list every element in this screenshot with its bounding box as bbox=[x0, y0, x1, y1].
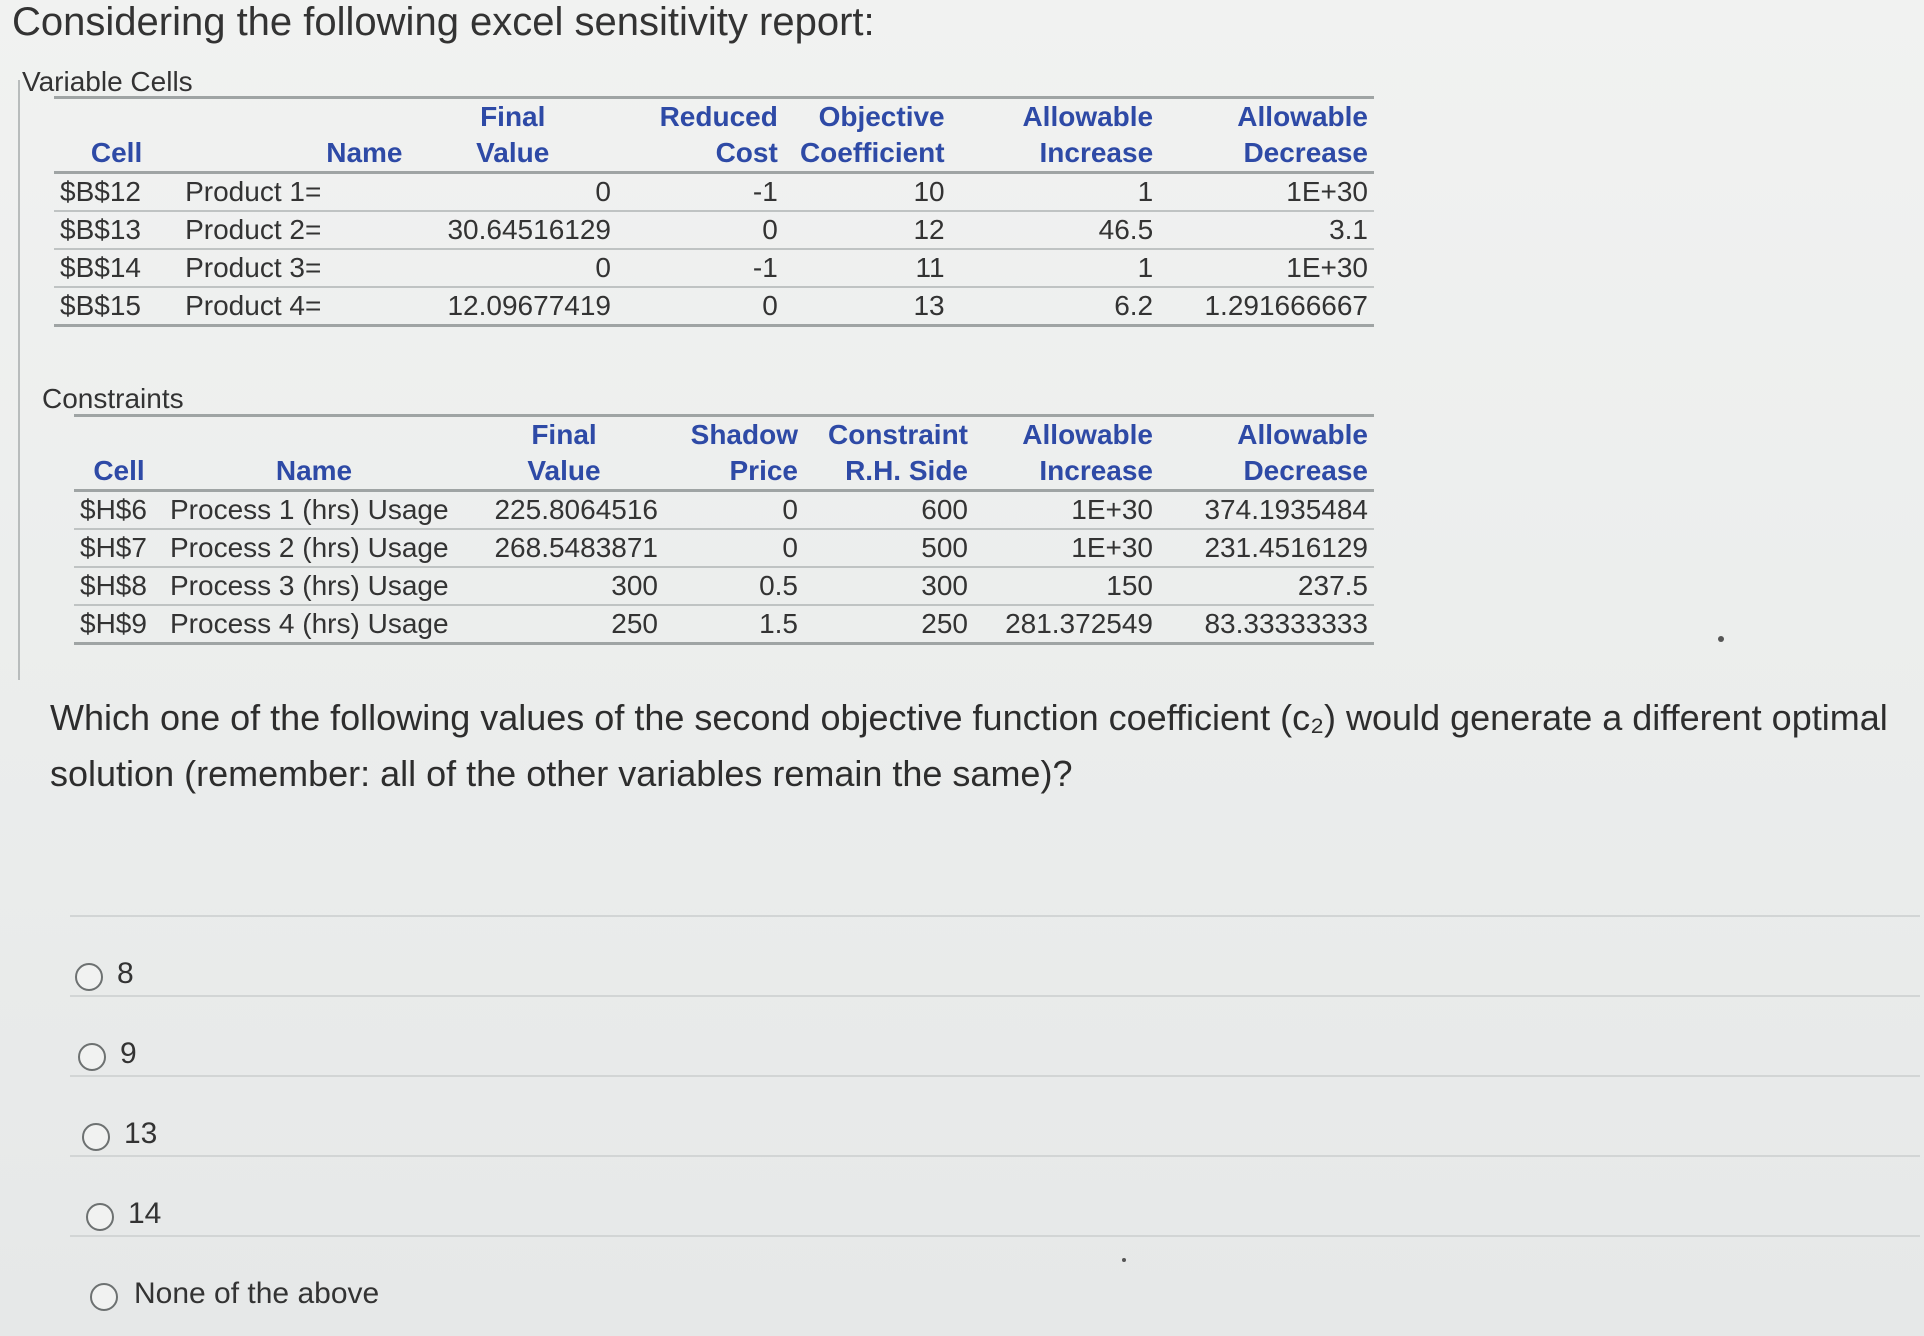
option-label[interactable]: 9 bbox=[120, 1037, 137, 1070]
table-row bbox=[54, 249, 1374, 287]
header-constraint-rhs-1: Constraint bbox=[804, 416, 974, 454]
header-objective-coefficient-1: Objective bbox=[784, 98, 951, 136]
option-9[interactable] bbox=[60, 995, 1920, 1075]
table-row bbox=[74, 529, 1374, 567]
final-value: 12.09677419 bbox=[408, 287, 617, 326]
header-shadow-price-1: Shadow bbox=[664, 416, 804, 454]
final-value: 300 bbox=[464, 567, 664, 605]
header-name: Name bbox=[164, 453, 464, 491]
header-allowable-decrease-1: Allowable bbox=[1159, 416, 1374, 454]
shadow-price: 1.5 bbox=[664, 605, 804, 644]
final-value: 0 bbox=[408, 249, 617, 287]
header-reduced-cost-2: Cost bbox=[617, 135, 784, 173]
allowable-increase: 46.5 bbox=[951, 211, 1160, 249]
table-row bbox=[54, 287, 1374, 326]
allowable-decrease: 231.4516129 bbox=[1159, 529, 1374, 567]
option-label[interactable]: 8 bbox=[117, 957, 134, 990]
final-value: 250 bbox=[464, 605, 664, 644]
option-14[interactable] bbox=[60, 1155, 1920, 1235]
variable-cells-header-row-1 bbox=[54, 98, 1374, 136]
constraints-header-row-2 bbox=[74, 453, 1374, 491]
shadow-price: 0 bbox=[664, 529, 804, 567]
header-cell: Cell bbox=[74, 453, 164, 491]
header-cell: Cell bbox=[54, 135, 179, 173]
cell-name: Product 4= bbox=[179, 287, 408, 326]
reduced-cost: 0 bbox=[617, 287, 784, 326]
radio-button[interactable] bbox=[82, 1123, 110, 1151]
cell-ref: $B$15 bbox=[54, 287, 179, 326]
option-divider bbox=[70, 1155, 1920, 1157]
sensitivity-report-panel bbox=[18, 66, 1368, 680]
cell-ref: $H$9 bbox=[74, 605, 164, 644]
final-value: 268.5483871 bbox=[464, 529, 664, 567]
table-row bbox=[74, 605, 1374, 644]
header-allowable-increase-1: Allowable bbox=[951, 98, 1160, 136]
cell-name: Process 4 (hrs) Usage bbox=[164, 605, 464, 644]
constraints-table bbox=[74, 414, 1374, 645]
allowable-increase: 281.372549 bbox=[974, 605, 1159, 644]
radio-button[interactable] bbox=[90, 1283, 118, 1311]
cell-ref: $H$7 bbox=[74, 529, 164, 567]
header-allowable-decrease-2: Decrease bbox=[1159, 453, 1374, 491]
page-heading: Considering the following excel sensitivity report: bbox=[12, 0, 875, 44]
header-allowable-decrease-2: Decrease bbox=[1159, 135, 1374, 173]
option-label[interactable]: 14 bbox=[128, 1197, 162, 1230]
allowable-increase: 6.2 bbox=[951, 287, 1160, 326]
header-allowable-increase-2: Increase bbox=[951, 135, 1160, 173]
shadow-price: 0.5 bbox=[664, 567, 804, 605]
option-8[interactable] bbox=[60, 915, 1920, 995]
option-divider bbox=[70, 915, 1920, 917]
header-allowable-increase-1: Allowable bbox=[974, 416, 1159, 454]
allowable-decrease: 237.5 bbox=[1159, 567, 1374, 605]
radio-button[interactable] bbox=[86, 1203, 114, 1231]
objective-coefficient: 12 bbox=[784, 211, 951, 249]
allowable-decrease: 3.1 bbox=[1159, 211, 1374, 249]
objective-coefficient: 13 bbox=[784, 287, 951, 326]
option-none-of-the-above[interactable] bbox=[60, 1235, 1920, 1315]
objective-coefficient: 11 bbox=[784, 249, 951, 287]
header-final-value-2: Value bbox=[408, 135, 617, 173]
shadow-price: 0 bbox=[664, 491, 804, 530]
table-row bbox=[54, 211, 1374, 249]
allowable-increase: 150 bbox=[974, 567, 1159, 605]
table-row bbox=[74, 491, 1374, 530]
cell-name: Process 3 (hrs) Usage bbox=[164, 567, 464, 605]
header-final-value-1: Final bbox=[408, 98, 617, 136]
variable-cells-title: Variable Cells bbox=[22, 66, 193, 97]
allowable-increase: 1E+30 bbox=[974, 529, 1159, 567]
allowable-decrease: 83.33333333 bbox=[1159, 605, 1374, 644]
constraints-title: Constraints bbox=[42, 383, 184, 414]
reduced-cost: -1 bbox=[617, 173, 784, 212]
allowable-increase: 1E+30 bbox=[974, 491, 1159, 530]
header-constraint-rhs-2: R.H. Side bbox=[804, 453, 974, 491]
header-allowable-increase-2: Increase bbox=[974, 453, 1159, 491]
cell-name: Product 1= bbox=[179, 173, 408, 212]
header-final-value-1: Final bbox=[464, 416, 664, 454]
constraint-rhs: 300 bbox=[804, 567, 974, 605]
constraints-header-row-1 bbox=[74, 416, 1374, 454]
table-row bbox=[54, 173, 1374, 212]
cell-ref: $B$14 bbox=[54, 249, 179, 287]
constraint-rhs: 500 bbox=[804, 529, 974, 567]
reduced-cost: -1 bbox=[617, 249, 784, 287]
header-allowable-decrease-1: Allowable bbox=[1159, 98, 1374, 136]
final-value: 0 bbox=[408, 173, 617, 212]
header-reduced-cost-1: Reduced bbox=[617, 98, 784, 136]
allowable-increase: 1 bbox=[951, 173, 1160, 212]
final-value: 225.8064516 bbox=[464, 491, 664, 530]
objective-coefficient: 10 bbox=[784, 173, 951, 212]
final-value: 30.64516129 bbox=[408, 211, 617, 249]
reduced-cost: 0 bbox=[617, 211, 784, 249]
allowable-decrease: 1.291666667 bbox=[1159, 287, 1374, 326]
cell-name: Product 2= bbox=[179, 211, 408, 249]
constraint-rhs: 600 bbox=[804, 491, 974, 530]
allowable-decrease: 1E+30 bbox=[1159, 249, 1374, 287]
option-13[interactable] bbox=[60, 1075, 1920, 1155]
variable-cells-table bbox=[54, 96, 1374, 327]
radio-button[interactable] bbox=[75, 963, 103, 991]
option-label[interactable]: None of the above bbox=[134, 1277, 380, 1310]
cell-name: Process 1 (hrs) Usage bbox=[164, 491, 464, 530]
allowable-decrease: 374.1935484 bbox=[1159, 491, 1374, 530]
header-objective-coefficient-2: Coefficient bbox=[784, 135, 951, 173]
header-name: Name bbox=[179, 135, 408, 173]
cell-name: Process 2 (hrs) Usage bbox=[164, 529, 464, 567]
cell-name: Product 3= bbox=[179, 249, 408, 287]
allowable-increase: 1 bbox=[951, 249, 1160, 287]
option-divider bbox=[70, 1235, 1920, 1237]
header-shadow-price-2: Price bbox=[664, 453, 804, 491]
allowable-decrease: 1E+30 bbox=[1159, 173, 1374, 212]
option-divider bbox=[70, 1075, 1920, 1077]
stray-mark bbox=[1718, 636, 1724, 642]
option-divider bbox=[70, 995, 1920, 997]
table-row bbox=[74, 567, 1374, 605]
header-final-value-2: Value bbox=[464, 453, 664, 491]
cell-ref: $H$6 bbox=[74, 491, 164, 530]
constraint-rhs: 250 bbox=[804, 605, 974, 644]
cell-ref: $H$8 bbox=[74, 567, 164, 605]
option-label[interactable]: 13 bbox=[124, 1117, 158, 1150]
question-text: Which one of the following values of the second objective function coefficient (c₂) would generate a different optimal solution (remember: all of the other variables remain the same)? bbox=[50, 697, 1888, 794]
cell-ref: $B$13 bbox=[54, 211, 179, 249]
variable-cells-header-row-2 bbox=[54, 135, 1374, 173]
radio-button[interactable] bbox=[78, 1043, 106, 1071]
cell-ref: $B$12 bbox=[54, 173, 179, 212]
